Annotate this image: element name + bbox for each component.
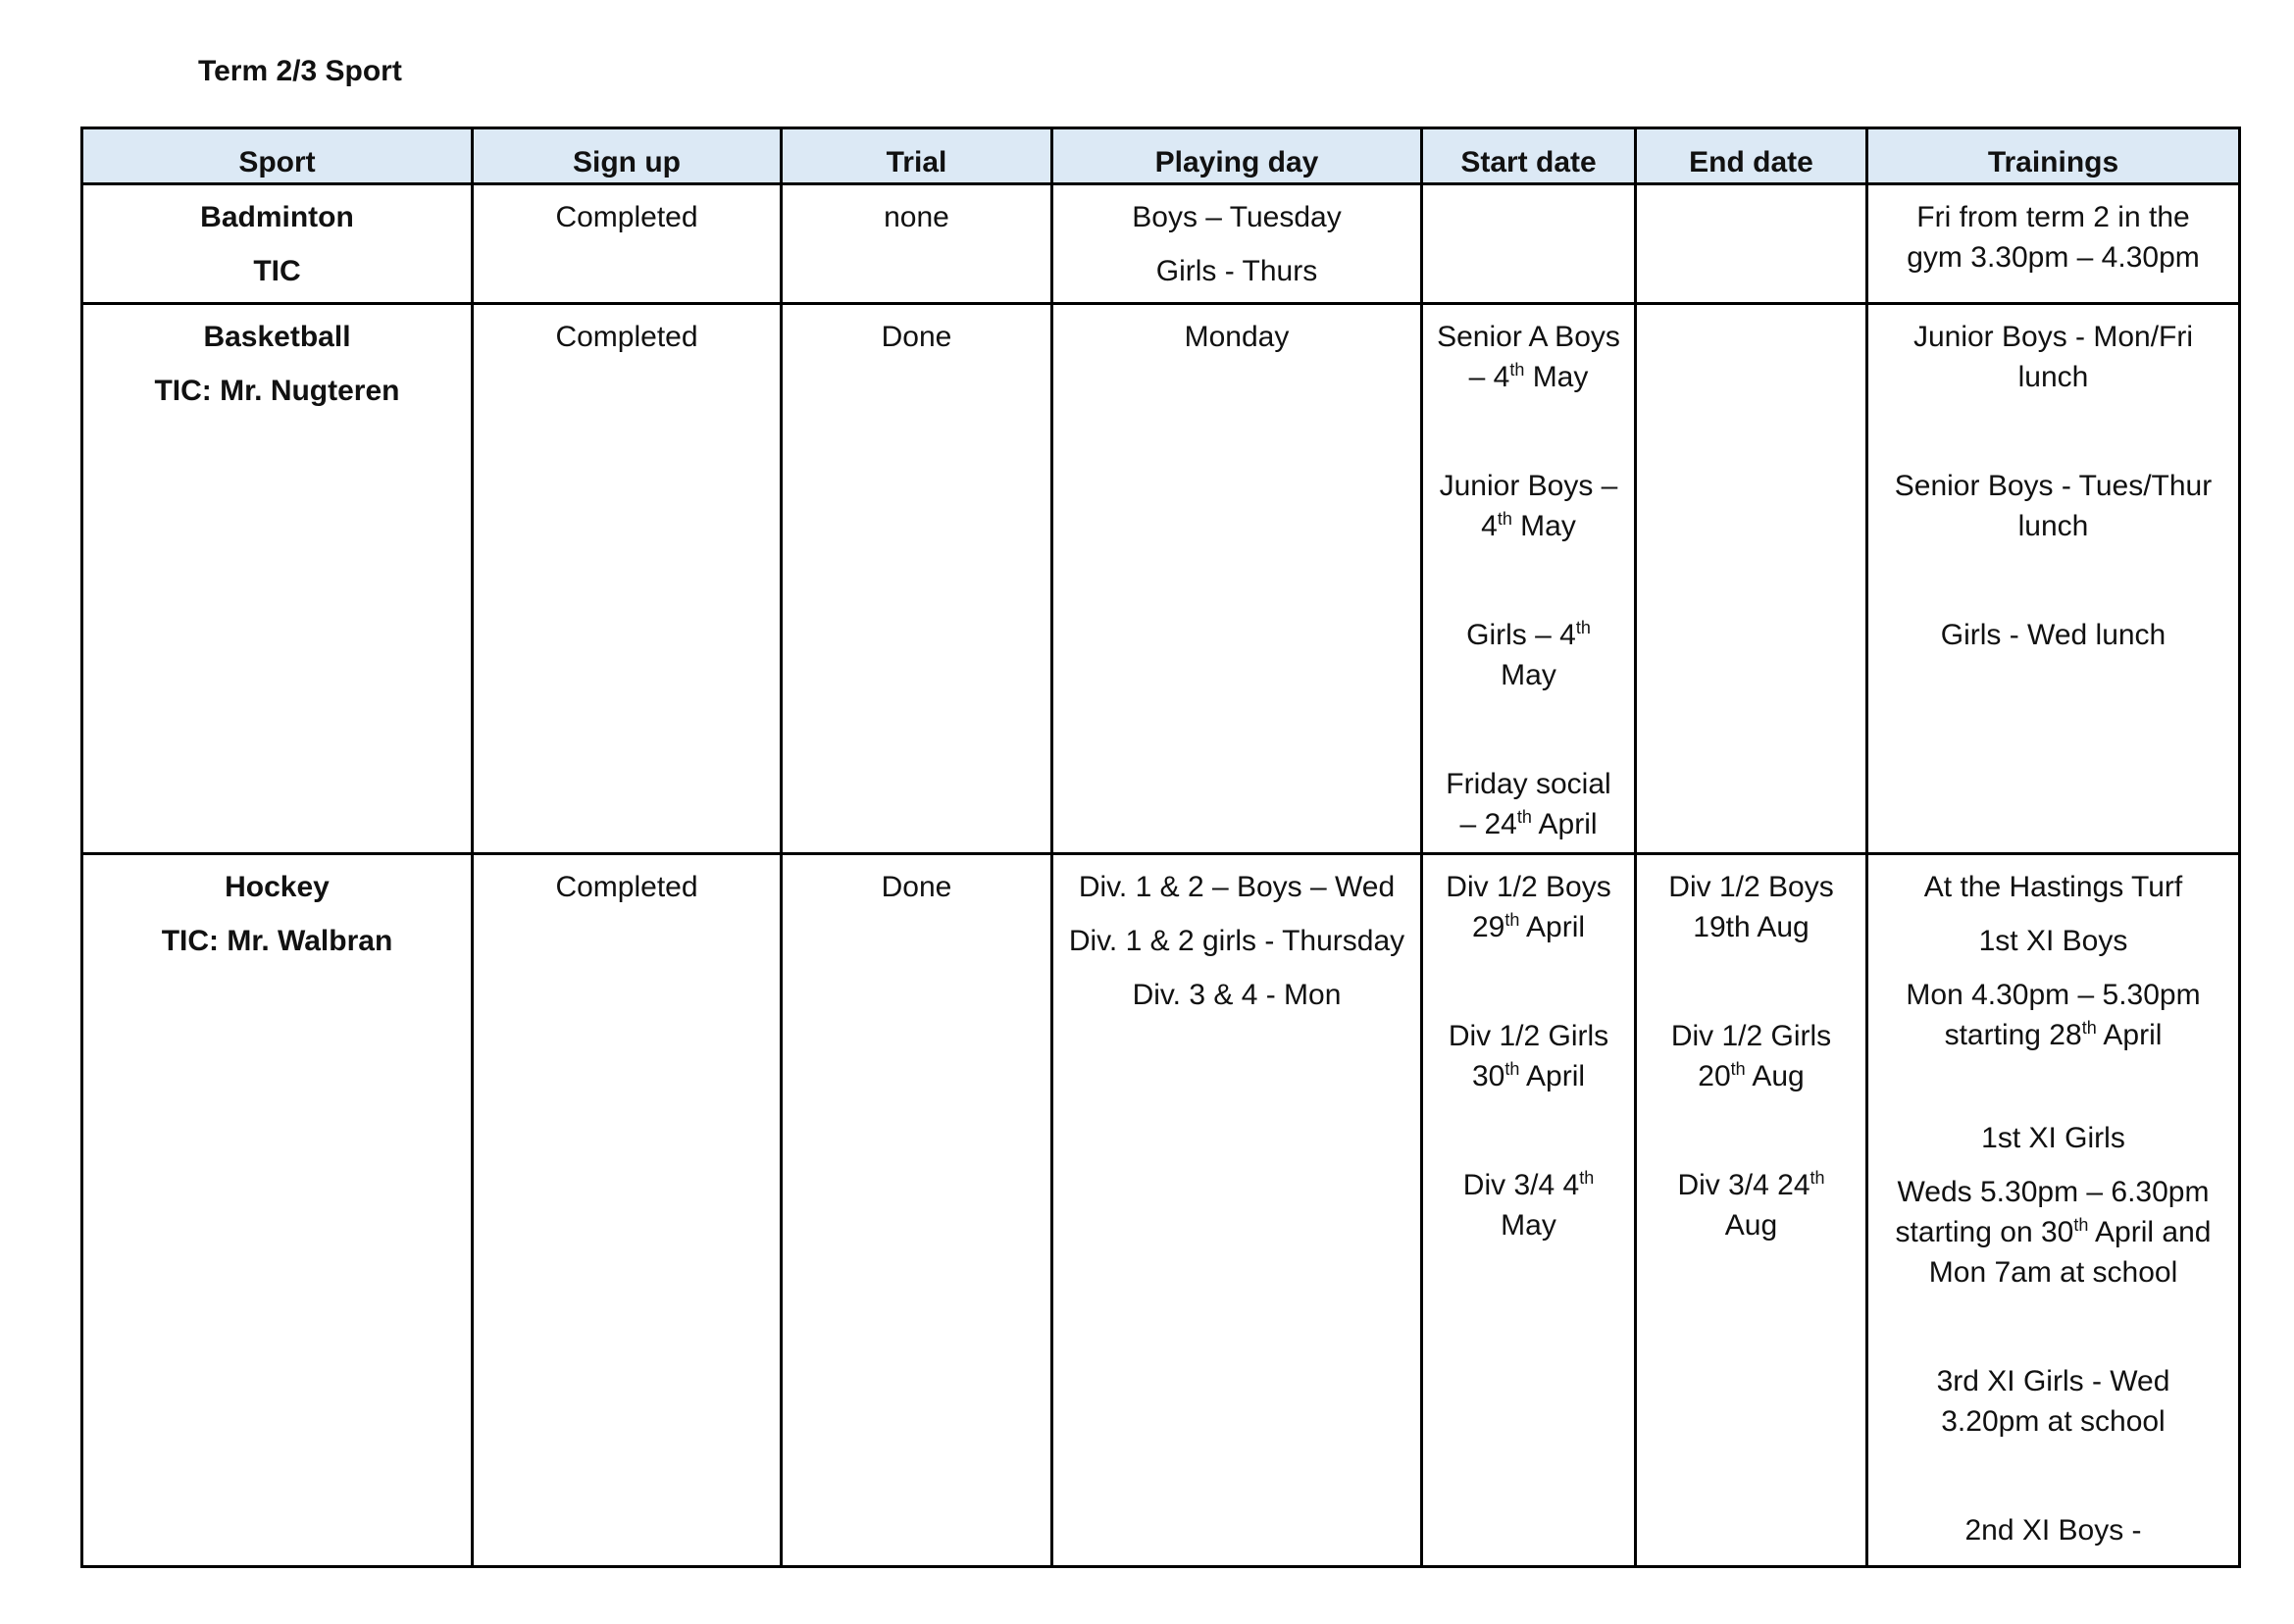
sport-name: Hockey — [225, 871, 330, 903]
header-sport: Sport — [82, 128, 473, 184]
tic-label: TIC: Mr. Walbran — [161, 925, 393, 957]
end-date-cell — [1636, 304, 1867, 854]
header-start-date: Start date — [1422, 128, 1636, 184]
signup-cell: Completed — [473, 304, 782, 854]
header-sign-up: Sign up — [473, 128, 782, 184]
trial-cell: Done — [782, 304, 1052, 854]
table-row — [82, 304, 2240, 854]
page-title: Term 2/3 Sport — [198, 55, 402, 87]
playing-day-cell: Div. 1 & 2 – Boys – Wed Div. 1 & 2 girls - Thursday Div. 3 & 4 - Mon — [1052, 854, 1422, 1567]
sport-cell — [82, 854, 473, 1567]
end-date-cell — [1636, 184, 1867, 304]
header-playing-day: Playing day — [1052, 128, 1422, 184]
trainings-cell: Fri from term 2 in the gym 3.30pm – 4.30pm — [1867, 184, 2240, 304]
tic-label: TIC — [253, 255, 301, 287]
start-date-cell — [1422, 184, 1636, 304]
sport-cell — [82, 184, 473, 304]
header-trainings: Trainings — [1867, 128, 2240, 184]
header-trial: Trial — [782, 128, 1052, 184]
sport-name: Basketball — [203, 321, 351, 353]
table-row — [82, 854, 2240, 1567]
header-end-date: End date — [1636, 128, 1867, 184]
sport-table — [80, 127, 2241, 1568]
sport-cell — [82, 304, 473, 854]
signup-cell: Completed — [473, 184, 782, 304]
trial-cell: Done — [782, 854, 1052, 1567]
tic-label: TIC: Mr. Nugteren — [154, 375, 400, 407]
signup-cell: Completed — [473, 854, 782, 1567]
header-row — [82, 128, 2240, 184]
trainings-cell: At the Hastings Turf 1st XI Boys Mon 4.30pm – 5.30pm starting 28th April 1st XI Girls Weds 5.30pm – 6.30pm starting on 30th April and Mon 7am at school 3rd XI Girls - Wed 3.20pm at school 2nd XI Boys - — [1867, 854, 2240, 1567]
end-date-cell: Div 1/2 Boys 19th Aug Div 1/2 Girls 20th Aug Div 3/4 24th Aug — [1636, 854, 1867, 1567]
trial-cell: none — [782, 184, 1052, 304]
playing-day-cell: Boys – Tuesday Girls - Thurs — [1052, 184, 1422, 304]
start-date-cell: Div 1/2 Boys 29th April Div 1/2 Girls 30th April Div 3/4 4th May — [1422, 854, 1636, 1567]
table-row — [82, 184, 2240, 304]
start-date-cell: Senior A Boys – 4th May Junior Boys – 4th May Girls – 4th May Friday social – 24th April — [1422, 304, 1636, 854]
playing-day-cell: Monday — [1052, 304, 1422, 854]
sport-name: Badminton — [200, 201, 354, 233]
trainings-cell: Junior Boys - Mon/Fri lunch Senior Boys - Tues/Thur lunch Girls - Wed lunch — [1867, 304, 2240, 854]
